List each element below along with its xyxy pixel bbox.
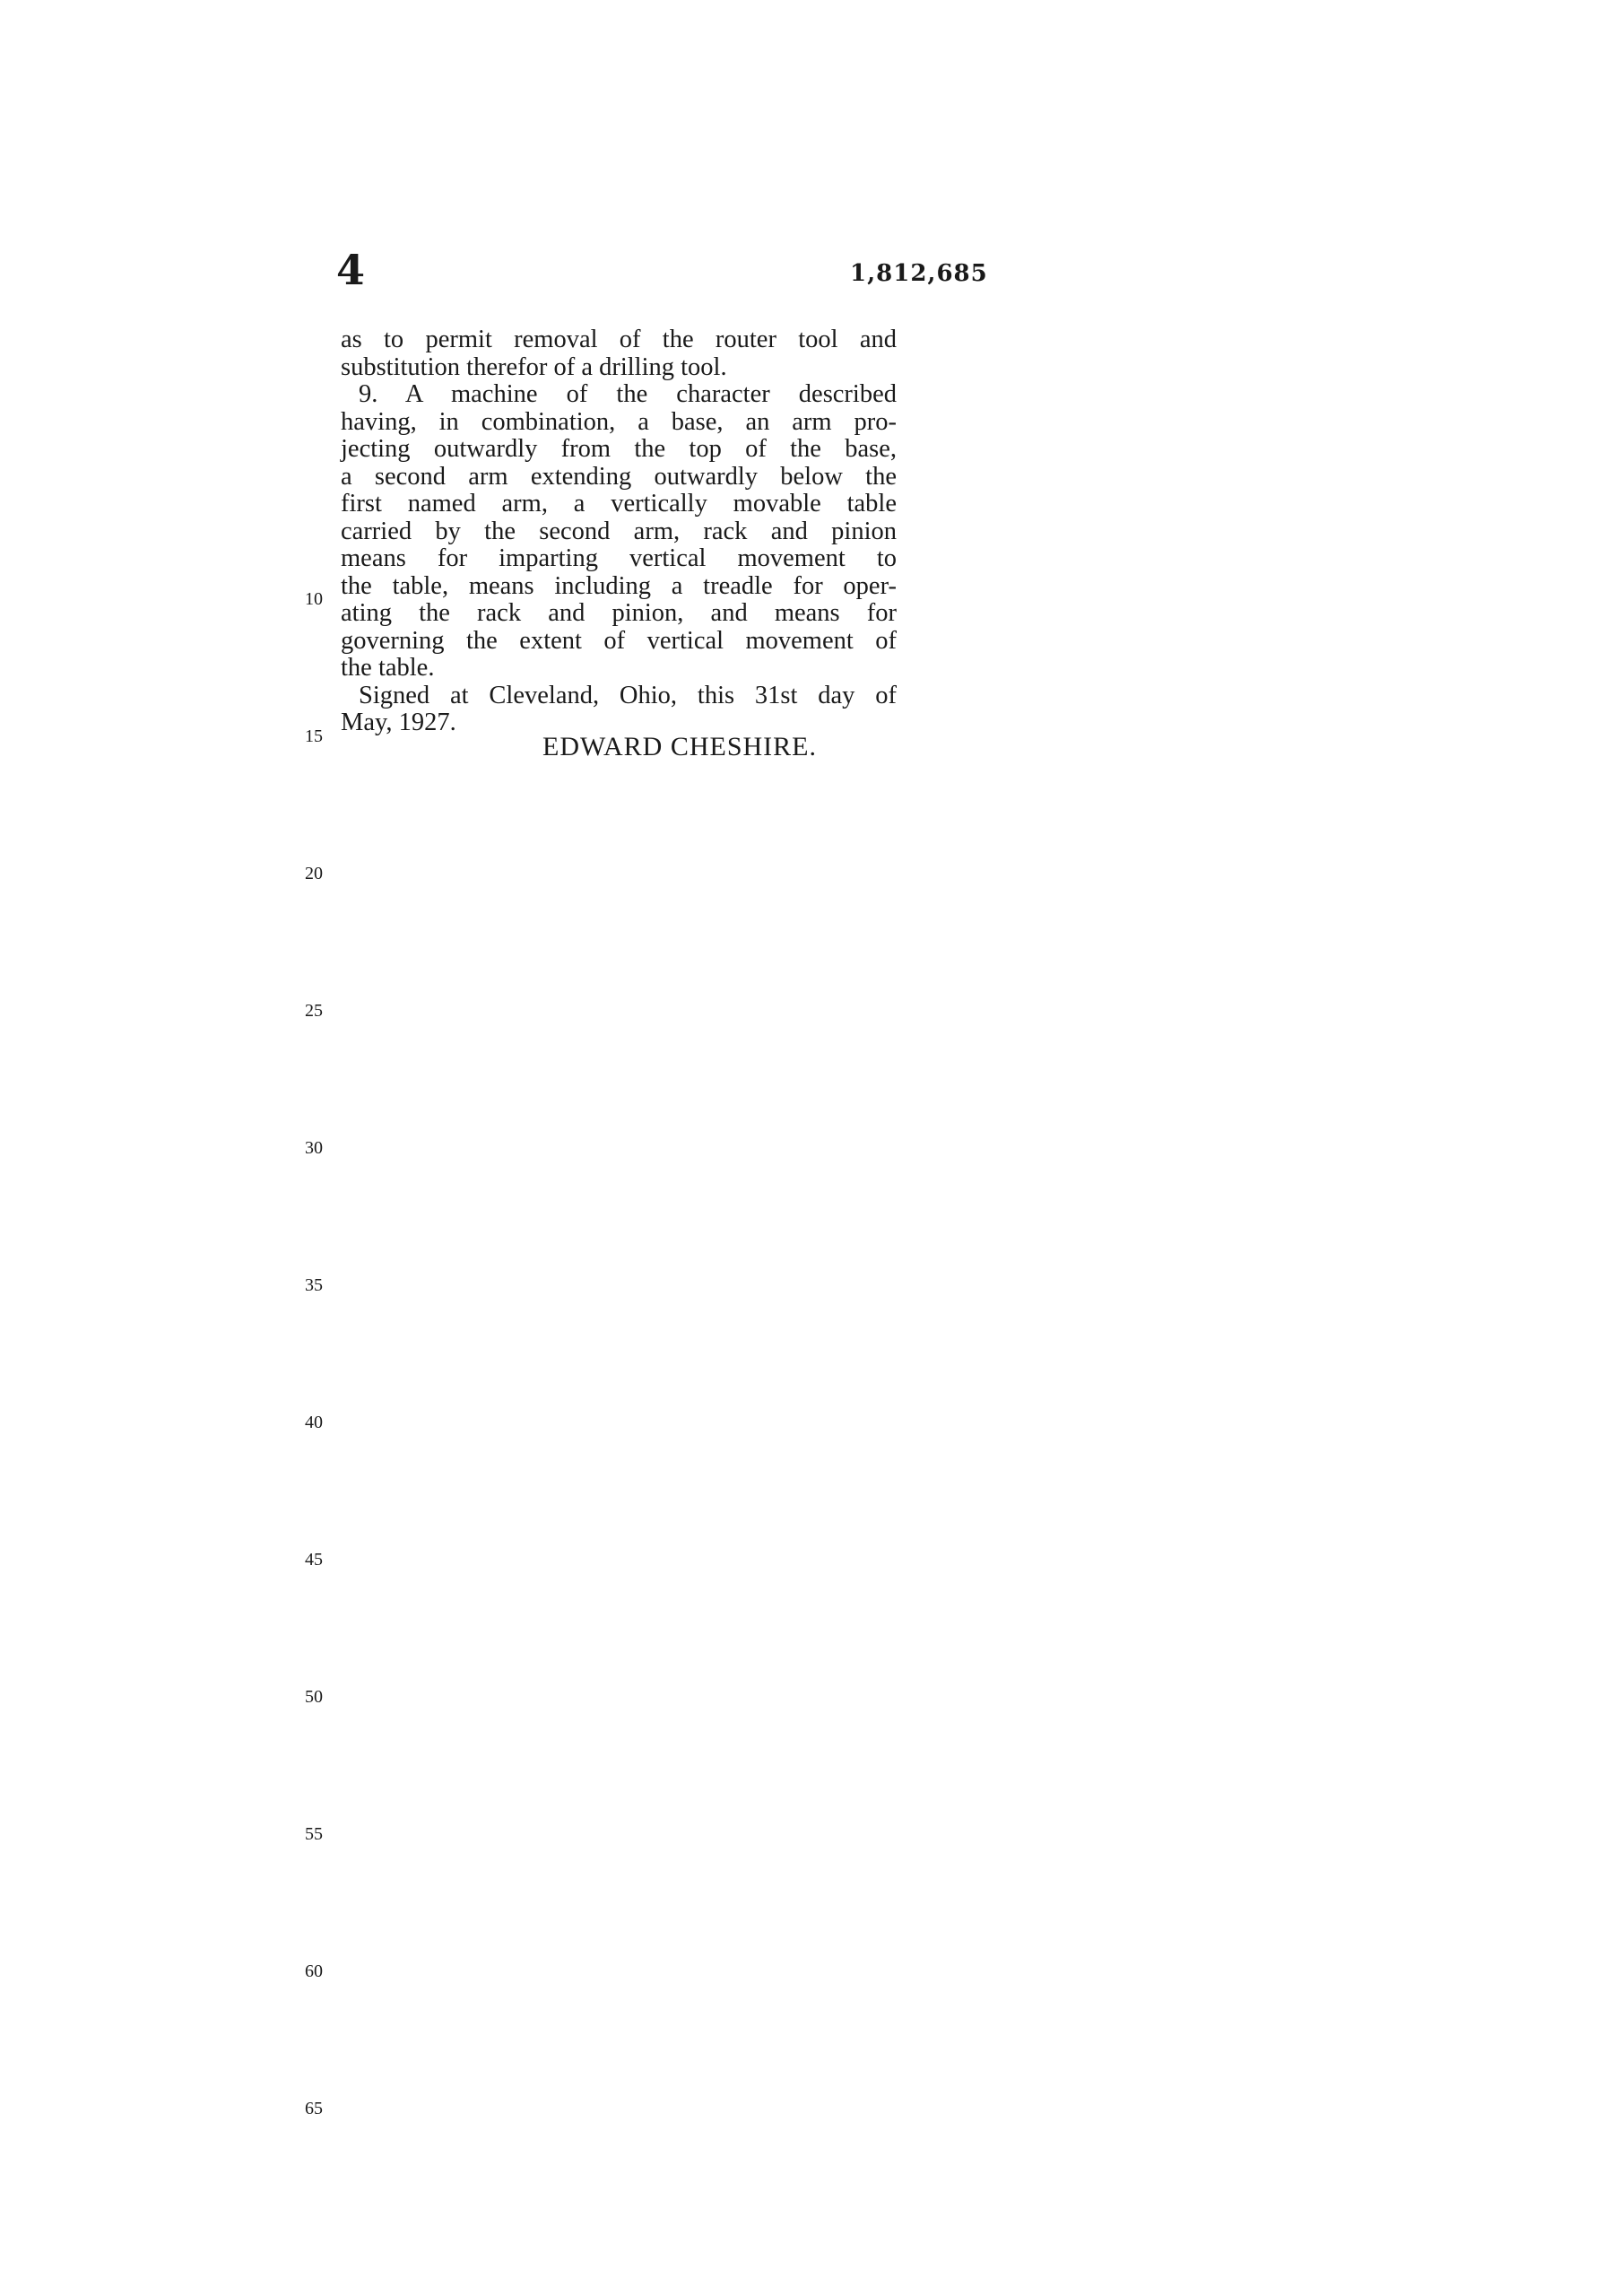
line-number: 50 <box>305 1687 323 1707</box>
line-number: 45 <box>305 1550 323 1570</box>
text-line: ating the rack and pinion, and means for <box>341 599 897 627</box>
inventor-signature: EDWARD CHESHIRE. <box>542 732 817 761</box>
text-line: as to permit removal of the router tool and <box>341 326 897 353</box>
line-number: 30 <box>305 1138 323 1158</box>
text-line: means for imparting vertical movement to <box>341 544 897 572</box>
line-number: 20 <box>305 864 323 883</box>
line-number: 35 <box>305 1275 323 1295</box>
text-line: a second arm extending outwardly below the <box>341 462 897 491</box>
line-number: 25 <box>305 1001 323 1021</box>
line-number: 10 <box>305 589 323 609</box>
text-line: substitution therefor of a drilling tool. <box>341 352 727 381</box>
line-number: 60 <box>305 1961 323 1981</box>
text-line: the table. <box>341 654 435 682</box>
text-line: first named arm, a vertically movable table <box>341 490 897 517</box>
patent-number: 1,812,685 <box>850 260 988 287</box>
line-number: 65 <box>305 2099 323 2118</box>
text-line: carried by the second arm, rack and pinion <box>341 517 897 545</box>
text-line: having, in combination, a base, an arm pro- <box>341 407 897 436</box>
text-line: May, 1927. <box>341 709 456 736</box>
text-line: the table, means including a treadle for oper- <box>341 571 897 600</box>
claim-text <box>341 326 897 737</box>
line-number: 55 <box>305 1824 323 1844</box>
text-line: governing the extent of vertical movement of <box>341 626 897 655</box>
page-number: 4 <box>336 246 366 294</box>
line-number: 15 <box>305 726 323 746</box>
text-line: Signed at Cleveland, Ohio, this 31st day of <box>359 681 897 709</box>
line-number: 40 <box>305 1413 323 1432</box>
text-line: 9. A machine of the character described <box>359 380 897 408</box>
text-line: jecting outwardly from the top of the base, <box>341 435 897 463</box>
